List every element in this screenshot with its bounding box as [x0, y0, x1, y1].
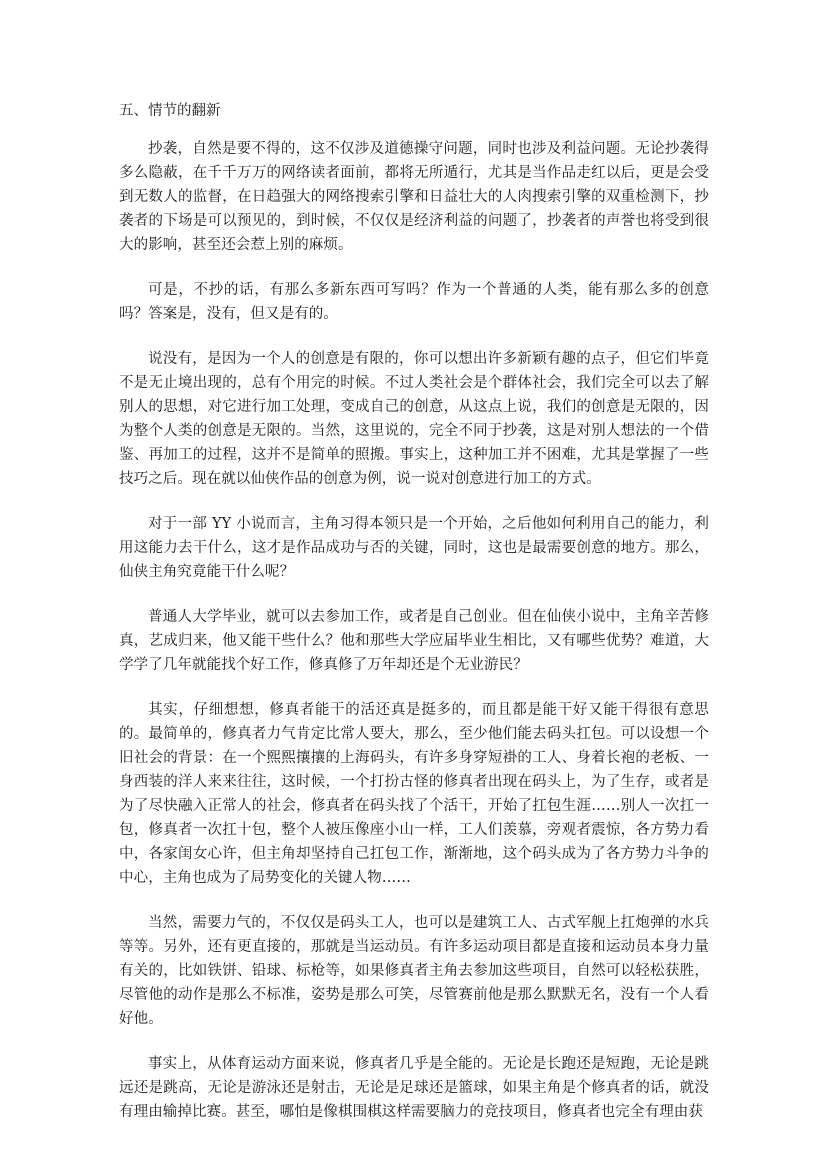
paragraph-6: 其实，仔细想想，修真者能干的活还真是挺多的，而且都是能干好又能干得很有意思的。最简单的，修真者力气肯定比常人要大，那么，至少他们能去码头扛包。可以设想一个旧社会的背景：在一个熙熙攘攘的上海码头，有许多身穿短褂的工人、身着长袍的老板、一身西装的洋人来来往往，这时候，一个打扮古怪的修真者出现在码头上，为了生存，或者是为了尽快融入正常人的社会，修真者在码头找了个活干，开始了扛包生涯……别人一次扛一包，修真者一次扛十包，整个人被压像座小山一样，工人们羡慕，旁观者震惊，各方势力看中，各家闺女心许，但主角却坚持自己扛包工作，渐渐地，这个码头成为了各方势力斗争的中心，主角也成为了局势变化的关键人物…… [119, 702, 709, 886]
paragraph-7: 当然，需要力气的，不仅仅是码头工人，也可以是建筑工人、古式军舰上扛炮弹的水兵等等。另外，还有更直接的，那就是当运动员。有许多运动项目都是直接和运动员本身力量有关的，比如铁饼、铅球、标枪等，如果修真者主角去参加这些项目，自然可以轻松获胜，尽管他的动作是那么不标准，姿势是那么可笑，尽管赛前他是那么默默无名，没有一个人看好他。 [119, 915, 709, 1027]
paragraph-3: 说没有，是因为一个人的创意是有限的，你可以想出许多新颖有趣的点子，但它们毕竟不是无止境出现的，总有个用完的时候。不过人类社会是个群体社会，我们完全可以去了解别人的思想，对它进行加工处理，变成自己的创意，从这点上说，我们的创意是无限的，因为整个人类的创意是无限的。当然，这里说的，完全不同于抄袭，这是对别人想法的一个借鉴、再加工的过程，这并不是简单的照搬。事实上，这种加工并不困难，尤其是掌握了一些技巧之后。现在就以仙侠作品的创意为例，说一说对创意进行加工的方式。 [119, 351, 709, 487]
paragraph-1: 抄袭，自然是要不得的，这不仅涉及道德操守问题，同时也涉及利益问题。无论抄袭得多么隐蔽，在千千万万的网络读者面前，都将无所遁行，尤其是当作品走红以后，更是会受到无数人的监督，在日趋强大的网络搜索引擎和日益壮大的人肉搜索引擎的双重检测下，抄袭者的下场是可以预见的，到时候，不仅仅是经济利益的问题了，抄袭者的声誉也将受到很大的影响，甚至还会惹上别的麻烦。 [119, 141, 709, 253]
paragraph-4: 对于一部 YY 小说而言，主角习得本领只是一个开始，之后他如何利用自己的能力，利用这能力去干什么，这才是作品成功与否的关键，同时，这也是最需要创意的地方。那么，仙侠主角究竟能干什么呢？ [119, 516, 709, 580]
section-heading: 五、情节的翻新 [119, 103, 221, 119]
paragraph-8: 事实上，从体育运动方面来说，修真者几乎是全能的。无论是长跑还是短跑，无论是跳远还是跳高，无论是游泳还是射击，无论是足球还是篮球，如果主角是个修真者的话，就没有理由输掉比赛。甚至，哪怕是像棋围棋这样需要脑力的竞技项目，修真者也完全有理由获 [119, 1056, 709, 1120]
paragraph-5: 普通人大学毕业，就可以去参加工作，或者是自己创业。但在仙侠小说中，主角辛苦修真，艺成归来，他又能干些什么？他和那些大学应届毕业生相比，又有哪些优势？难道，大学学了几年就能找个好工作，修真修了万年却还是个无业游民？ [119, 609, 709, 673]
document-body [119, 99, 709, 1145]
paragraph-2: 可是，不抄的话，有那么多新东西可写吗？作为一个普通的人类，能有那么多的创意吗？答案是，没有，但又是有的。 [119, 282, 709, 322]
